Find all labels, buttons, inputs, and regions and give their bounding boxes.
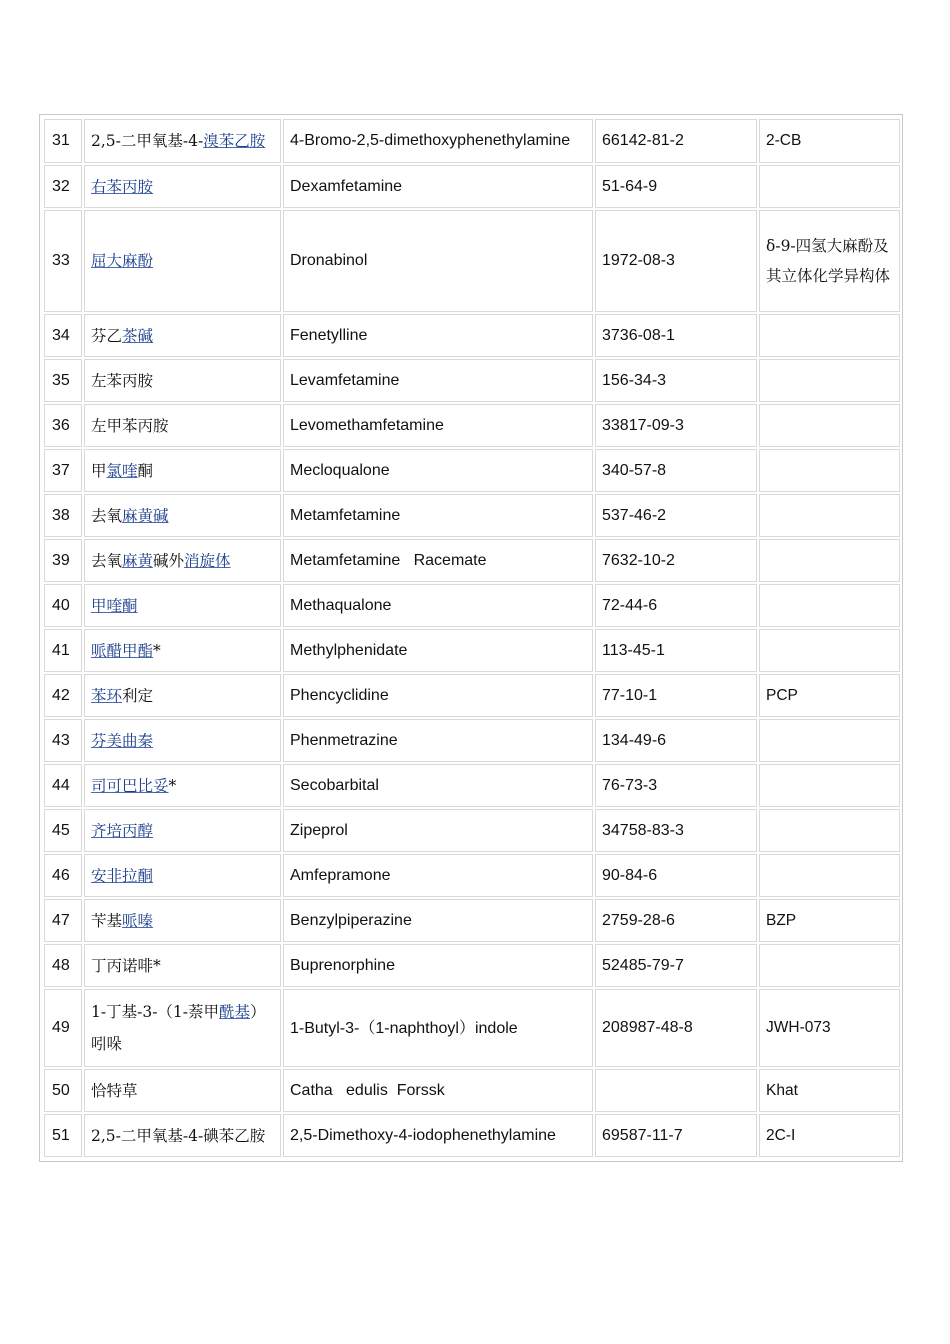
name-text: 1-丁基-3-（1-萘甲 [91,1003,220,1021]
cell-english-name: Dexamfetamine [283,165,593,208]
cell-cas-number: 1972-08-3 [595,210,757,312]
name-link[interactable]: 屈大麻酚 [91,252,154,270]
cell-english-name: 2,5-Dimethoxy-4-iodophenethylamine [283,1114,593,1157]
name-text: 恰特草 [91,1081,138,1100]
cell-note: PCP [759,674,900,717]
cell-note: Khat [759,1069,900,1112]
cell-chinese-name [84,584,281,627]
cell-number: 42 [44,674,82,717]
table-row [44,629,900,672]
cell-english-name: Fenetylline [283,314,593,357]
cell-cas-number: 66142-81-2 [595,119,757,163]
table-row [44,449,900,492]
cell-note [759,449,900,492]
cell-english-name: Levamfetamine [283,359,593,402]
name-text: ）吲哚 [91,1003,266,1053]
cell-number: 37 [44,449,82,492]
cell-english-name: Metamfetamine Racemate [283,539,593,582]
cell-english-name: Phencyclidine [283,674,593,717]
table-row [44,359,900,402]
name-link[interactable]: 苯环 [91,686,123,705]
cell-english-name: Phenmetrazine [283,719,593,762]
cell-number: 46 [44,854,82,897]
cell-note [759,165,900,208]
cell-number: 44 [44,764,82,807]
cell-english-name: Benzylpiperazine [283,899,593,942]
cell-english-name: Amfepramone [283,854,593,897]
cell-chinese-name [84,210,281,312]
cell-cas-number: 69587-11-7 [595,1114,757,1157]
name-text: 左甲苯丙胺 [91,416,169,435]
cell-note [759,809,900,852]
cell-number: 35 [44,359,82,402]
cell-number: 34 [44,314,82,357]
cell-note [759,764,900,807]
cell-note [759,359,900,402]
table-row [44,944,900,987]
cell-english-name: Methaqualone [283,584,593,627]
cell-note: JWH-073 [759,989,900,1067]
cell-english-name: 1-Butyl-3-（1-naphthoyl）indole [283,989,593,1067]
cell-chinese-name [84,1069,281,1112]
cell-cas-number: 3736-08-1 [595,314,757,357]
cell-cas-number: 134-49-6 [595,719,757,762]
cell-chinese-name [84,314,281,357]
table-row [44,989,900,1067]
cell-chinese-name [84,944,281,987]
cell-number: 49 [44,989,82,1067]
name-text: 碱外 [153,551,185,570]
table-row [44,719,900,762]
table-row [44,404,900,447]
cell-english-name: Zipeprol [283,809,593,852]
cell-cas-number: 77-10-1 [595,674,757,717]
cell-chinese-name [84,539,281,582]
name-text: 芬乙 [91,326,123,345]
cell-note: 2-CB [759,119,900,163]
cell-note [759,539,900,582]
name-text: * [168,776,177,795]
cell-english-name: Catha edulis Forssk [283,1069,593,1112]
table-row [44,210,900,312]
cell-number: 41 [44,629,82,672]
name-text: 去氧 [91,551,123,570]
table-row [44,1069,900,1112]
table-row [44,494,900,537]
name-link[interactable]: 消旋体 [184,551,231,570]
controlled-substances-table [39,114,903,1162]
cell-chinese-name [84,764,281,807]
cell-chinese-name [84,899,281,942]
cell-cas-number: 90-84-6 [595,854,757,897]
cell-note: δ-9-四氢大麻酚及其立体化学异构体 [759,210,900,312]
cell-number: 45 [44,809,82,852]
cell-number: 38 [44,494,82,537]
cell-chinese-name [84,404,281,447]
cell-chinese-name [84,494,281,537]
cell-english-name: Secobarbital [283,764,593,807]
cell-cas-number: 34758-83-3 [595,809,757,852]
cell-number: 36 [44,404,82,447]
cell-number: 50 [44,1069,82,1112]
cell-chinese-name [84,119,281,163]
name-link[interactable]: 溴苯乙胺 [203,132,266,150]
name-link[interactable]: 右苯丙胺 [91,177,154,196]
cell-number: 47 [44,899,82,942]
cell-note [759,404,900,447]
name-text: 利定 [122,686,154,705]
name-text: 去氧 [91,506,123,525]
cell-cas-number: 52485-79-7 [595,944,757,987]
cell-number: 40 [44,584,82,627]
cell-chinese-name [84,989,281,1067]
cell-english-name: Mecloqualone [283,449,593,492]
cell-chinese-name [84,719,281,762]
cell-cas-number: 537-46-2 [595,494,757,537]
cell-note [759,854,900,897]
name-link[interactable]: 甲喹酮 [91,596,138,615]
name-link[interactable]: 芬美曲秦 [91,731,154,750]
name-link[interactable]: 司可巴比妥 [91,776,169,795]
name-link[interactable]: 氯喹 [106,461,138,480]
cell-cas-number: 340-57-8 [595,449,757,492]
table-row [44,119,900,163]
table-body [44,119,900,1157]
cell-cas-number [595,1069,757,1112]
substances-table [42,117,902,1159]
name-text: 丁丙诺啡* [91,956,161,975]
cell-cas-number: 76-73-3 [595,764,757,807]
name-link[interactable]: 哌嗪 [122,911,154,930]
cell-note [759,584,900,627]
cell-english-name: Buprenorphine [283,944,593,987]
table-row [44,809,900,852]
cell-number: 51 [44,1114,82,1157]
cell-english-name: Methylphenidate [283,629,593,672]
table-row [44,539,900,582]
cell-note [759,719,900,762]
cell-note [759,629,900,672]
cell-number: 32 [44,165,82,208]
cell-chinese-name [84,809,281,852]
table-row [44,764,900,807]
name-link[interactable]: 麻黄 [122,551,154,570]
cell-cas-number: 208987-48-8 [595,989,757,1067]
cell-chinese-name [84,1114,281,1157]
name-text: 酮 [137,461,154,480]
cell-english-name: Metamfetamine [283,494,593,537]
cell-note [759,494,900,537]
name-link[interactable]: 酰基 [219,1003,251,1021]
cell-chinese-name [84,674,281,717]
cell-english-name: Dronabinol [283,210,593,312]
table-row [44,854,900,897]
table-row [44,314,900,357]
cell-number: 33 [44,210,82,312]
cell-chinese-name [84,359,281,402]
name-text: 2,5-二甲氧基-4-碘苯乙胺 [91,1126,266,1145]
table-row [44,899,900,942]
cell-chinese-name [84,165,281,208]
table-row [44,1114,900,1157]
cell-note [759,314,900,357]
name-link[interactable]: 哌醋甲酯 [91,641,154,660]
cell-number: 48 [44,944,82,987]
cell-cas-number: 51-64-9 [595,165,757,208]
name-link[interactable]: 麻黄碱 [122,506,169,525]
cell-cas-number: 72-44-6 [595,584,757,627]
cell-cas-number: 156-34-3 [595,359,757,402]
table-row [44,674,900,717]
name-link[interactable]: 齐培丙醇 [91,821,154,840]
cell-number: 43 [44,719,82,762]
cell-english-name: Levomethamfetamine [283,404,593,447]
cell-cas-number: 7632-10-2 [595,539,757,582]
cell-cas-number: 33817-09-3 [595,404,757,447]
cell-chinese-name [84,449,281,492]
cell-english-name: 4-Bromo-2,5-dimethoxyphenethylamine [283,119,593,163]
name-text: 苄基 [91,911,123,930]
name-link[interactable]: 安非拉酮 [91,866,154,885]
cell-note [759,944,900,987]
table-row [44,165,900,208]
name-text: 甲 [91,461,107,480]
cell-cas-number: 2759-28-6 [595,899,757,942]
cell-chinese-name [84,854,281,897]
table-row [44,584,900,627]
name-text: 2,5-二甲氧基-4- [91,132,204,150]
cell-note: BZP [759,899,900,942]
cell-number: 39 [44,539,82,582]
name-text: 左苯丙胺 [91,371,154,390]
cell-number: 31 [44,119,82,163]
cell-cas-number: 113-45-1 [595,629,757,672]
cell-note: 2C-I [759,1114,900,1157]
name-text: * [153,641,161,660]
name-link[interactable]: 茶碱 [122,326,154,345]
cell-chinese-name [84,629,281,672]
